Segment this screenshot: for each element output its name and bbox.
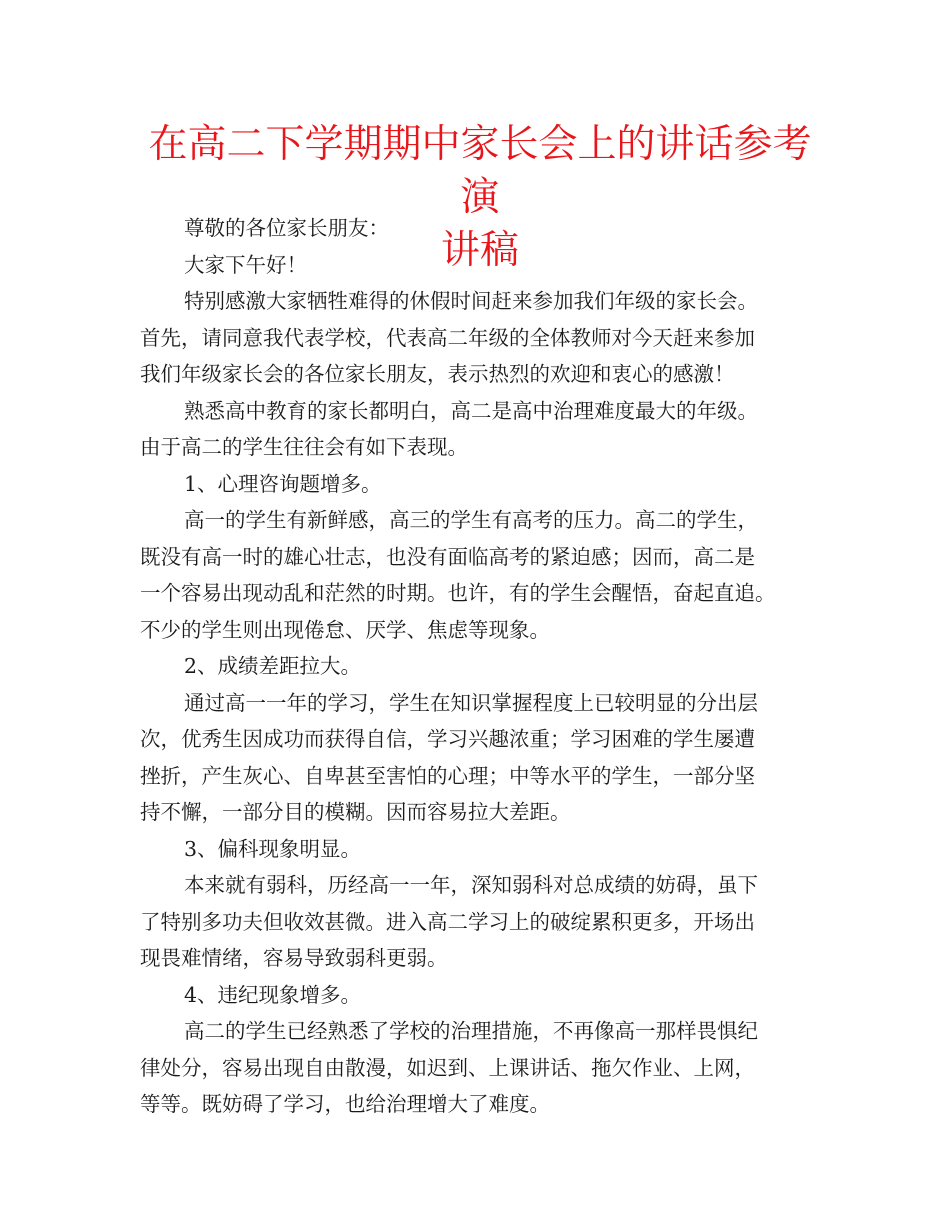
paragraph-line: 熟悉高中教育的家长都明白，高二是高中治理难度最大的年级。 — [184, 398, 758, 423]
paragraph-line: 挫折，产生灰心、自卑甚至害怕的心理；中等水平的学生，一部分坚 — [140, 763, 755, 788]
greeting: 大家下午好！ — [184, 252, 307, 277]
paragraph-line: 高一的学生有新鲜感，高三的学生有高考的压力。高二的学生， — [184, 508, 758, 532]
title-line-2: 讲稿 — [440, 228, 519, 273]
section-heading: 1、心理咨询题增多。 — [184, 471, 382, 496]
salutation: 尊敬的各位家长朋友： — [184, 216, 389, 240]
paragraph-line: 本来就有弱科，历经高一一年，深知弱科对总成绩的妨碍，虽下 — [184, 873, 758, 897]
paragraph-line: 既没有高一时的雄心壮志，也没有面临高考的紧迫感；因而，高二是 — [140, 544, 755, 569]
paragraph-line: 高二的学生已经熟悉了学校的治理措施，不再像高一那样畏惧纪 — [184, 1019, 758, 1043]
paragraph-line: 现畏难情绪，容易导致弱科更弱。 — [140, 946, 448, 970]
paragraph-line: 次，优秀生因成功而获得自信，学习兴趣浓重；学习困难的学生屡遭 — [140, 727, 755, 751]
paragraph-line: 我们年级家长会的各位家长朋友，表示热烈的欢迎和衷心的感激！ — [140, 362, 735, 386]
paragraph-line: 由于高二的学生往往会有如下表现。 — [140, 435, 468, 459]
paragraph-line: 持不懈，一部分目的模糊。因而容易拉大差距。 — [140, 800, 571, 824]
section-heading: 2、成绩差距拉大。 — [184, 654, 362, 678]
paragraph-line: 律处分，容易出现自由散漫，如迟到、上课讲话、拖欠作业、上网， — [140, 1055, 755, 1080]
paragraph-line: 等等。既妨碍了学习，也给治理增大了难度。 — [140, 1092, 550, 1116]
paragraph-line: 一个容易出现动乱和茫然的时期。也许，有的学生会醒悟，奋起直追。 — [140, 581, 776, 605]
paragraph-line: 通过高一一年的学习，学生在知识掌握程度上已较明显的分出层 — [184, 690, 758, 715]
paragraph-line: 首先，请同意我代表学校，代表高二年级的全体教师对今天赶来参加 — [140, 325, 755, 350]
section-heading: 3、偏科现象明显。 — [184, 836, 362, 861]
paragraph-line: 不少的学生则出现倦怠、厌学、焦虑等现象。 — [140, 617, 550, 642]
paragraph-line: 特别感激大家牺牲难得的休假时间赶来参加我们年级的家长会。 — [184, 289, 758, 313]
title-line-1: 在高二下学期期中家长会上的讲话参考演 — [148, 122, 812, 220]
paragraph-line: 了特别多功夫但收效甚微。进入高二学习上的破绽累积更多，开场出 — [140, 909, 755, 934]
section-heading: 4、违纪现象增多。 — [184, 982, 362, 1007]
